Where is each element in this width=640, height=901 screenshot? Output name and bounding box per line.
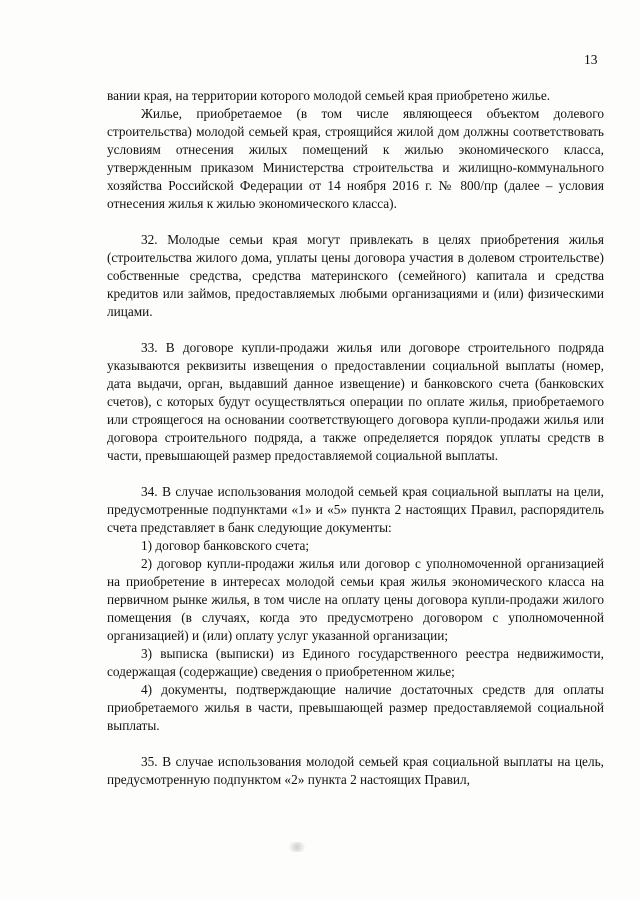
paragraph-gap (107, 465, 604, 483)
list-item-2: 2) договор купли-продажи жилья или договор с уполномоченной организацией на приобретение в интересах молодой семьи края жилья экономического класса на первичном рынке жилья, в том числе на оплату цены договора купли-продажи жилого помещения (в случаях, когда это предусмотрено договором с уполномоченной организацией) и (или) оплату услуг указанной организации; (107, 556, 604, 643)
paragraph-housing-requirements: Жилье, приобретаемое (в том числе являющееся объектом долевого строительства) молодой семьей края, строящийся жилой дом должны соответствовать условиям отнесения жилых помещений к жилью экономического класса, утвержденным приказом Министерства строительства и жилищно-коммунального хозяйства Российской Федерации от 14 ноября 2016 г. № 800/пр (далее – условия отнесения жилья к жилью экономического класса). (107, 106, 604, 211)
paragraph-continuation: вании края, на территории которого молодой семьей края приобретено жилье. (107, 88, 551, 103)
paragraph-gap (107, 321, 604, 339)
list-item-4: 4) документы, подтверждающие наличие достаточных средств для оплаты приобретаемого жилья в части, превышающей размер предоставляемой социальной выплаты. (107, 682, 604, 733)
paragraph-35: 35. В случае использования молодой семьей края социальной выплаты на цель, предусмотренную подпунктом «2» пункта 2 настоящих Правил, (107, 754, 604, 787)
document-body (107, 87, 604, 789)
page-number: 13 (584, 52, 598, 67)
paragraph-gap (107, 213, 604, 231)
paragraph-34: 34. В случае использования молодой семьей края социальной выплаты на цели, предусмотренные подпунктами «1» и «5» пункта 2 настоящих Правил, распорядитель счета представляет в банк следующие документы: (107, 484, 604, 535)
list-item-3: 3) выписка (выписки) из Единого государственного реестра недвижимости, содержащая (содержащие) сведения о приобретенном жилье; (107, 646, 604, 679)
paragraph-33: 33. В договоре купли-продажи жилья или договоре строительного подряда указываются реквизиты извещения о предоставлении социальной выплаты (номер, дата выдачи, орган, выдавший данное извещение) и банковского счета (банковских счетов), с которых будут осуществляться операции по оплате жилья, приобретаемого или строящегося на основании соответствующего договора купли-продажи жилья или договора строительного подряда, а также определяется порядок уплаты средств в части, превышающей размер предоставляемой социальной выплаты. (107, 340, 604, 463)
paragraph-32: 32. Молодые семьи края могут привлекать в целях приобретения жилья (строительства жилого дома, уплаты цены договора участия в долевом строительстве) собственные средства, средства материнского (семейного) капитала и средства кредитов или займов, предоставляемых любыми организациями и (или) физическими лицами. (107, 232, 604, 319)
list-item-1: 1) договор банковского счета; (141, 538, 310, 553)
paragraph-gap (107, 735, 604, 753)
scan-smudge (286, 842, 308, 852)
